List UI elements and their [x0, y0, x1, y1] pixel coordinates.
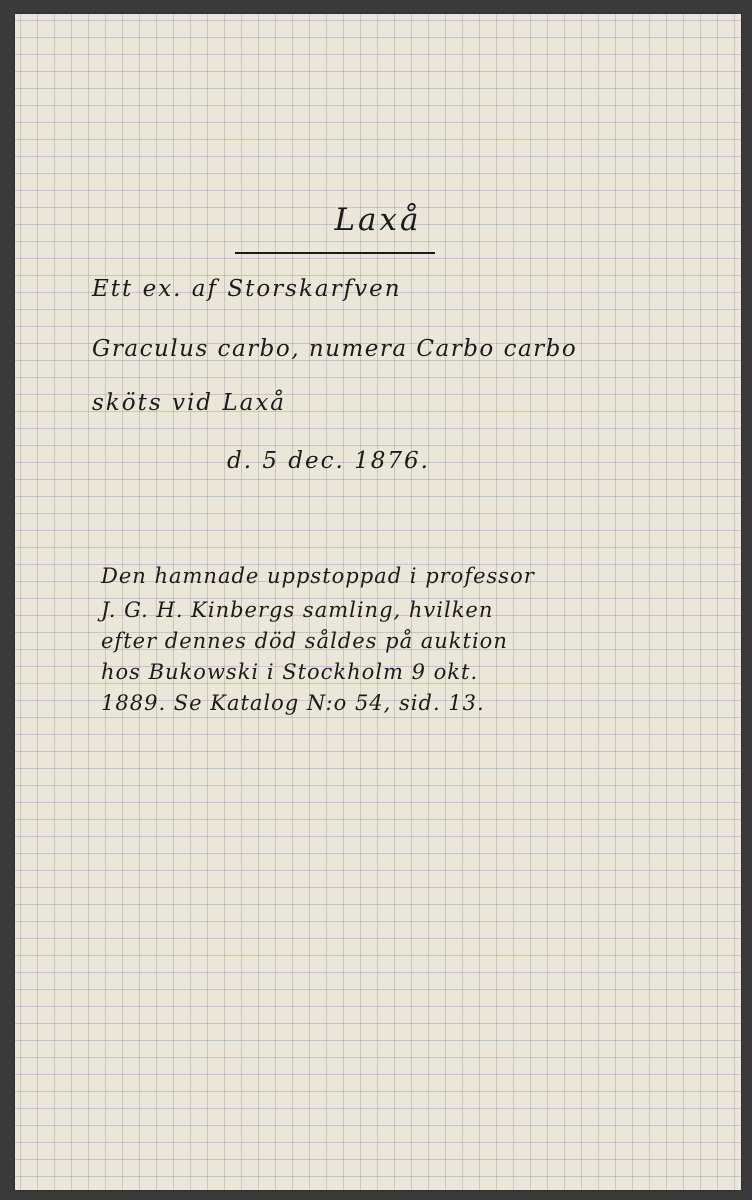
note-line: Den hamnade uppstoppad i professor: [101, 564, 535, 588]
document-title: Laxå: [334, 202, 422, 238]
title-underline: [235, 252, 435, 254]
record-line-scientific-name: Graculus carbo, numera Carbo carbo: [92, 336, 578, 362]
note-line: J. G. H. Kinbergs samling, hvilken: [101, 598, 494, 622]
record-line-location: sköts vid Laxå: [92, 390, 286, 416]
note-line: hos Bukowski i Stockholm 9 okt.: [101, 660, 479, 684]
grid-paper-sheet: [15, 14, 741, 1190]
record-line-date: d. 5 dec. 1876.: [227, 448, 430, 474]
record-line-species: Ett ex. af Storskarfven: [92, 276, 402, 302]
note-line: 1889. Se Katalog N:o 54, sid. 13.: [101, 691, 485, 715]
note-line: efter dennes död såldes på auktion: [101, 629, 508, 653]
